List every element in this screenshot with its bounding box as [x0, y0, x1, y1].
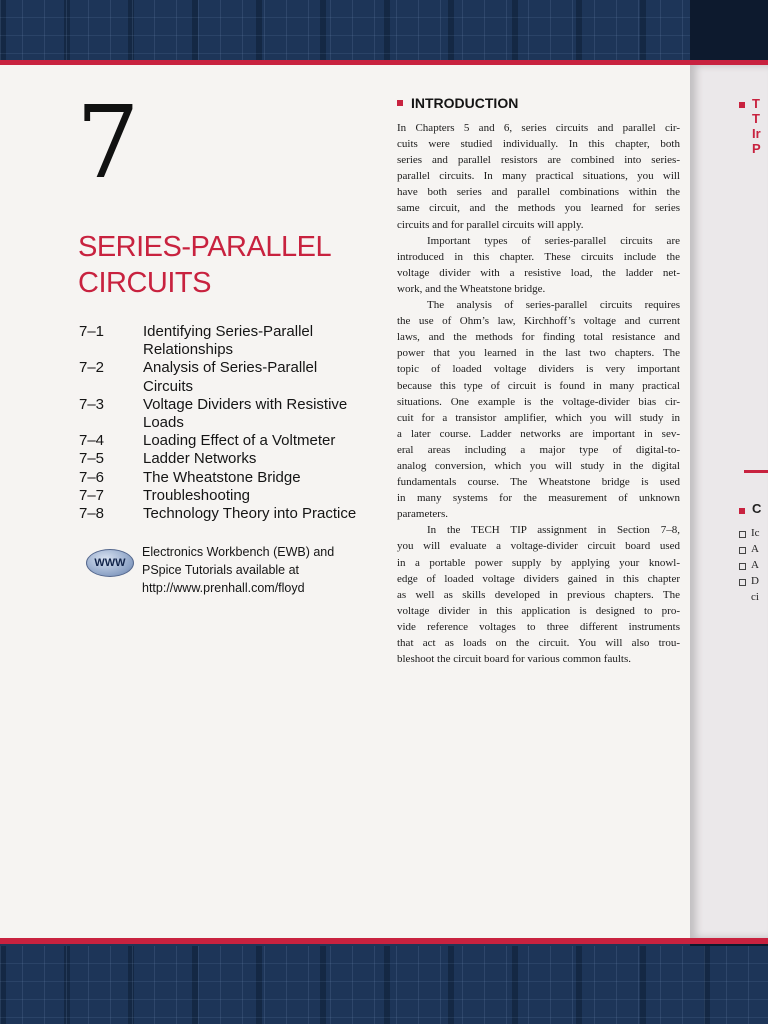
toc-section-number	[79, 341, 143, 359]
toc-row	[79, 487, 379, 505]
toc-section-number	[79, 414, 143, 432]
toc-section-number: 7–1	[79, 323, 105, 340]
introduction-line: same circuit, and the methods you learned for series	[397, 202, 680, 215]
toc-row	[79, 359, 379, 377]
introduction-line: the use of Ohm’s law, Kirchhoff’s voltage and current	[397, 315, 680, 328]
toc-section-number: 7–6	[79, 468, 105, 486]
introduction-line: parameters.	[397, 508, 448, 521]
introduction-line: edge of loaded voltage dividers gained in this chapter	[397, 572, 680, 585]
introduction-line: because this type of circuit is found in many practical	[397, 379, 680, 392]
introduction-line: voltage divider with a resistive load, the ladder net-	[397, 266, 680, 279]
facing-page-rule	[744, 470, 768, 473]
toc-section-number	[79, 378, 143, 396]
introduction-line: circuits and for parallel circuits will apply.	[397, 218, 584, 231]
toc-section-title: The Wheatstone Bridge	[143, 468, 301, 486]
introduction-line: laws, and the methods for finding total resistance and	[397, 331, 680, 344]
introduction-line: topic of loaded voltage dividers is very important	[397, 363, 680, 376]
introduction-line: in many systems for the measurement of unknown	[397, 492, 680, 505]
facing-page-heading: C	[752, 501, 762, 516]
introduction-line: parallel circuits. In many practical situations, you will	[397, 170, 680, 183]
checkbox-bullet-icon	[739, 547, 746, 554]
bottom-circuit-board-band	[0, 946, 768, 1024]
chapter-title-line-2: CIRCUITS	[78, 267, 211, 299]
toc-section-number: 7–5	[79, 450, 105, 468]
toc-section-number: 7–8	[79, 505, 105, 523]
checkbox-bullet-icon	[739, 579, 746, 586]
facing-page-item-4: D	[751, 575, 759, 587]
introduction-line: voltage divider in this application is designed to pro-	[397, 604, 680, 617]
introduction-line: analog conversion, which you will study in the digital	[397, 459, 680, 472]
facing-page-text-3: Ir	[752, 126, 761, 141]
web-resources-url[interactable]: http://www.prenhall.com/floyd	[142, 581, 305, 595]
toc-section-title: Analysis of Series-Parallel	[143, 359, 318, 377]
toc-row	[79, 450, 379, 468]
introduction-line: bleshoot the circuit board for various common faults.	[397, 653, 631, 666]
checkbox-bullet-icon	[739, 563, 746, 570]
introduction-line: The analysis of series-parallel circuits requires	[427, 299, 680, 312]
www-globe-icon: WWW	[86, 549, 134, 577]
toc-section-title: Troubleshooting	[143, 486, 251, 504]
facing-page-item-2: A	[751, 543, 759, 555]
toc-section-title: Ladder Networks	[143, 450, 257, 468]
toc-section-number: 7–7	[79, 486, 105, 504]
toc-row	[79, 414, 379, 432]
checkbox-bullet-icon	[739, 531, 746, 538]
introduction-line: situations. One example is the voltage-divider bias cir-	[397, 395, 680, 408]
introduction-line: a later course. Ladder networks are important in sev-	[397, 427, 680, 440]
introduction-line: fundamentals course. The Wheatstone bridge is used	[397, 476, 680, 489]
facing-page-text-2: T	[752, 111, 760, 126]
introduction-line: you will evaluate a voltage-divider circuit board used	[397, 540, 680, 553]
introduction-line: Important types of series-parallel circuits are	[427, 234, 680, 247]
toc-section-number: 7–4	[79, 432, 105, 450]
red-square-bullet-icon	[739, 508, 745, 514]
introduction-line: in a portable power supply by applying your knowl-	[397, 556, 680, 569]
toc-section-title: Voltage Dividers with Resistive	[143, 395, 348, 413]
facing-page-edge	[690, 60, 768, 944]
web-resources-line-2: PSpice Tutorials available at	[142, 563, 300, 577]
toc-section-title: Loads	[143, 414, 184, 432]
introduction-line: In the TECH TIP assignment in Section 7–8,	[427, 524, 680, 537]
facing-page-text-1: T	[752, 96, 760, 111]
chapter-number: 7	[76, 84, 140, 201]
introduction-line: eral areas including a major type of digital-to-	[397, 443, 680, 456]
web-resources-line-1: Electronics Workbench (EWB) and	[142, 545, 335, 559]
toc-row	[79, 469, 379, 487]
introduction-line: cuit for a transistor amplifier, which you will study in	[397, 411, 680, 424]
toc-section-number: 7–2	[79, 359, 105, 377]
top-circuit-board-band	[0, 0, 768, 62]
book-page	[0, 60, 690, 944]
toc-row	[79, 396, 379, 414]
web-resources-text	[142, 543, 334, 597]
introduction-body	[397, 120, 680, 667]
toc-row	[79, 432, 379, 450]
chapter-title	[78, 229, 378, 301]
toc-row	[79, 378, 379, 396]
introduction-line: power that you learned in the last two chapters. The	[397, 347, 680, 360]
toc-section-title: Loading Effect of a Voltmeter	[143, 432, 336, 450]
toc-section-title: Relationships	[143, 341, 234, 359]
red-square-bullet-icon	[739, 102, 745, 108]
toc-row	[79, 323, 379, 341]
introduction-line: work, and the Wheatstone bridge.	[397, 282, 546, 295]
introduction-heading	[397, 95, 518, 111]
introduction-line: cuits were studied individually. In this chapter, both	[397, 138, 680, 151]
introduction-line: vide reference voltages to three different instruments	[397, 620, 680, 633]
introduction-line: have both series and parallel combinations within the	[397, 186, 680, 199]
introduction-line: introduced in this chapter. These circuits include the	[397, 250, 680, 263]
introduction-line: as well as skills developed in previous chapters. The	[397, 588, 680, 601]
toc-row	[79, 505, 379, 523]
toc-section-title: Circuits	[143, 377, 194, 395]
introduction-line: In Chapters 5 and 6, series circuits and parallel cir-	[397, 122, 680, 134]
toc-section-title: Technology Theory into Practice	[143, 505, 357, 523]
introduction-line: series and parallel resistors are combined into series-	[397, 154, 680, 167]
chapter-title-line-1: SERIES-PARALLEL	[78, 231, 332, 263]
facing-page-item-3: A	[751, 559, 759, 571]
introduction-line: that act as loads on the circuit. You will also trou-	[397, 637, 680, 649]
toc-row	[79, 341, 379, 359]
facing-page-item-1: Ic	[751, 527, 760, 539]
toc-section-title: Identifying Series-Parallel	[143, 323, 314, 340]
web-resources-note	[86, 543, 376, 597]
toc-section-number: 7–3	[79, 395, 105, 413]
introduction-heading-text: INTRODUCTION	[411, 95, 519, 111]
chapter-contents	[79, 323, 379, 523]
red-square-bullet-icon	[397, 100, 403, 106]
facing-page-item-4-cont: ci	[751, 591, 759, 603]
facing-page-text-4: P	[752, 141, 761, 156]
